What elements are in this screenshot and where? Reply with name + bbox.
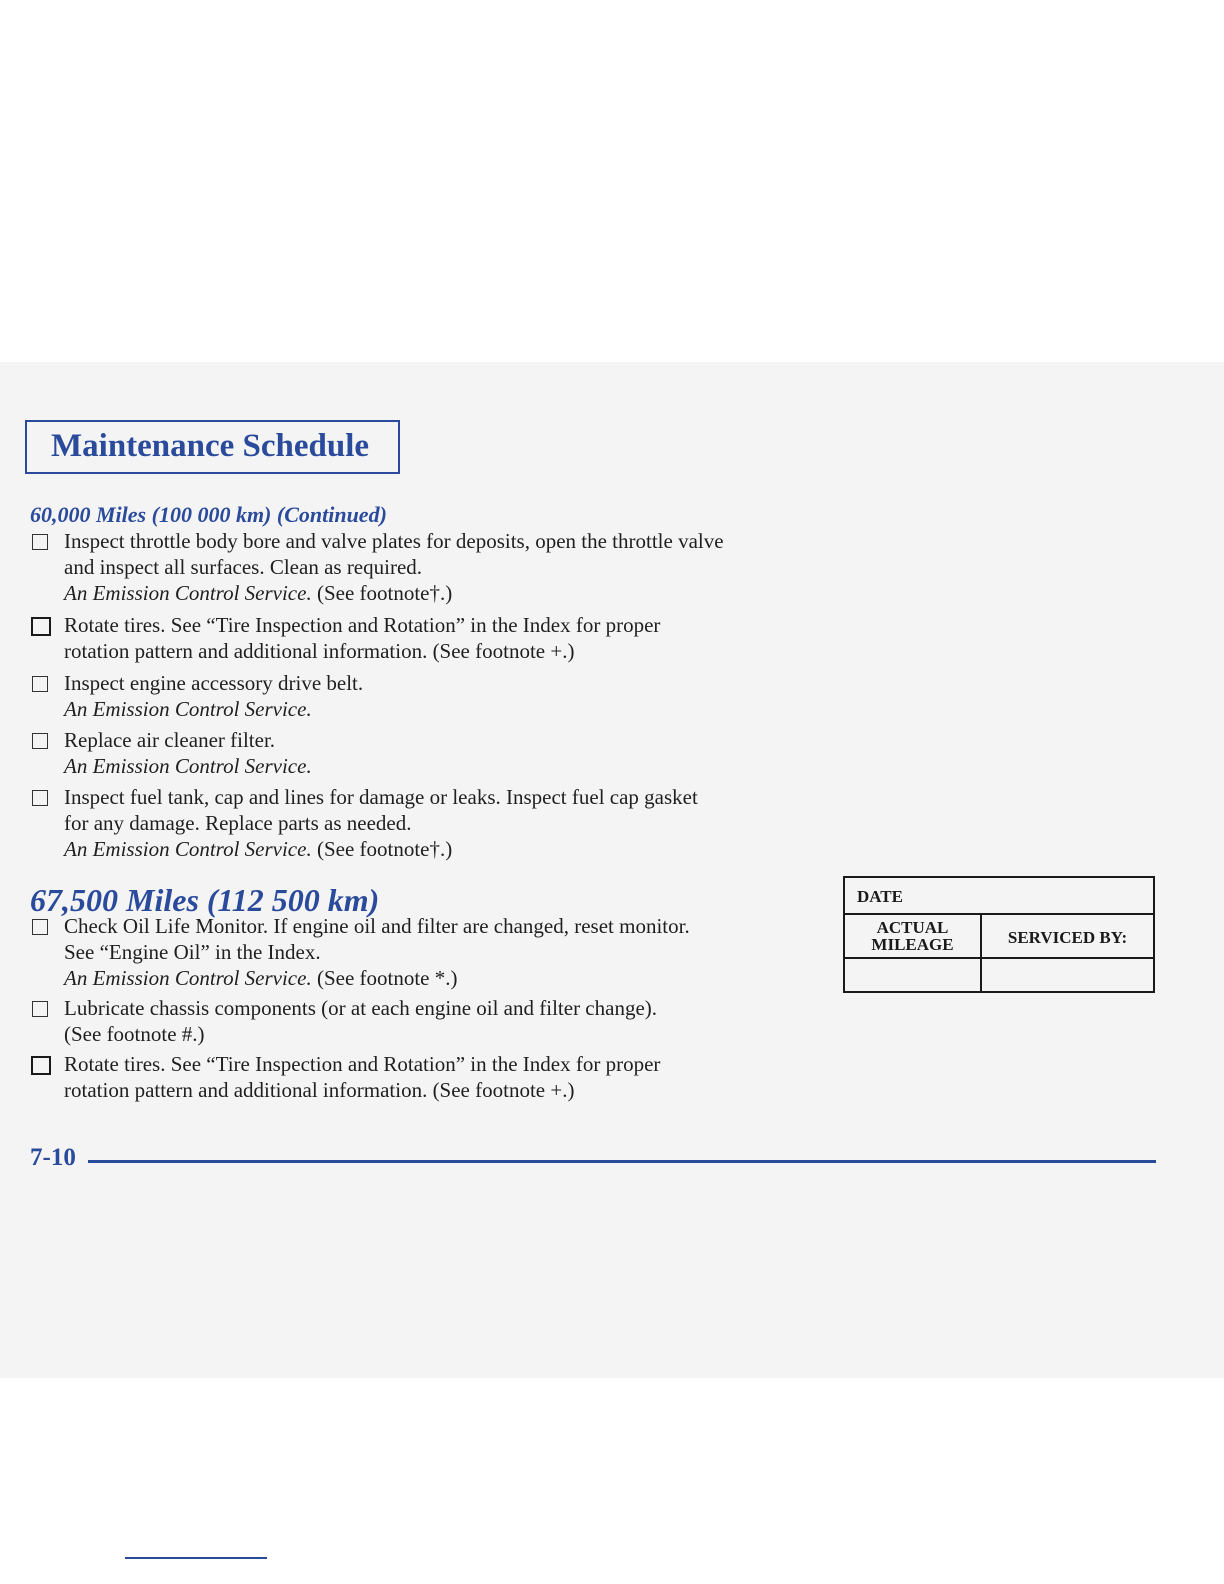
item-text-line: rotation pattern and additional information. (See footnote +.) (64, 639, 575, 663)
checkbox-icon[interactable] (32, 919, 48, 935)
checkbox-icon[interactable] (31, 617, 51, 636)
emission-note: An Emission Control Service. (64, 581, 312, 605)
date-cell[interactable] (845, 878, 1153, 915)
item-text-line: Lubricate chassis components (or at each engine oil and filter change). (64, 996, 658, 1020)
checklist-item (30, 995, 830, 1047)
page-number: 7-10 (30, 1144, 76, 1171)
emission-note: An Emission Control Service. (64, 754, 312, 778)
checklist-item (30, 670, 830, 722)
checklist-item (30, 1051, 830, 1103)
emission-note: An Emission Control Service. (64, 697, 312, 721)
checkbox-icon[interactable] (32, 733, 48, 749)
actual-mileage-header (845, 915, 982, 959)
checklist-item (30, 727, 830, 779)
serviced-by-label: SERVICED BY: (1007, 928, 1128, 947)
checklist-item (30, 784, 830, 862)
checkbox-icon[interactable] (32, 676, 48, 692)
item-text-line: for any damage. Replace parts as needed. (64, 811, 412, 835)
mileage-label-line1: ACTUAL (876, 918, 949, 937)
item-text-line: See “Engine Oil” in the Index. (64, 940, 321, 964)
item-text-line: Inspect fuel tank, cap and lines for damage or leaks. Inspect fuel cap gasket (64, 785, 698, 809)
title-box (25, 420, 400, 474)
date-label: DATE (857, 887, 903, 906)
item-text-line: Inspect engine accessory drive belt. (64, 671, 364, 695)
item-text-line: Rotate tires. See “Tire Inspection and Rotation” in the Index for proper (64, 1052, 661, 1076)
checkbox-icon[interactable] (31, 1056, 51, 1075)
item-text-line: Check Oil Life Monitor. If engine oil and filter are changed, reset monitor. (64, 914, 690, 938)
bottom-rule (125, 1557, 267, 1559)
section-heading-67500: 67,500 Miles (112 500 km) (30, 882, 380, 918)
mileage-label-line2: MILEAGE (871, 935, 954, 954)
item-text-line: (See footnote #.) (64, 1022, 205, 1046)
section-heading-60000: 60,000 Miles (100 000 km) (Continued) (30, 502, 387, 527)
item-text-line: Rotate tires. See “Tire Inspection and Rotation” in the Index for proper (64, 613, 661, 637)
serviced-by-header (982, 915, 1153, 959)
footnote-ref: (See footnote†.) (311, 581, 453, 605)
emission-note: An Emission Control Service. (64, 966, 312, 990)
checkbox-icon[interactable] (32, 1001, 48, 1017)
service-record-table (843, 876, 1155, 993)
footnote-ref: (See footnote†.) (311, 837, 453, 861)
mileage-entry-cell[interactable] (845, 959, 982, 991)
item-text-line: rotation pattern and additional information. (See footnote +.) (64, 1078, 575, 1102)
footer-rule (88, 1160, 1156, 1163)
checklist-item (30, 528, 830, 606)
checklist-item (30, 612, 830, 664)
item-text-line: Inspect throttle body bore and valve plates for deposits, open the throttle valve (64, 529, 724, 553)
page-title: Maintenance Schedule (51, 428, 370, 464)
checkbox-icon[interactable] (32, 534, 48, 550)
item-text-line: Replace air cleaner filter. (64, 728, 276, 752)
checkbox-icon[interactable] (32, 790, 48, 806)
serviced-by-entry-cell[interactable] (982, 959, 1153, 991)
emission-note: An Emission Control Service. (64, 837, 312, 861)
footnote-ref: (See footnote *.) (311, 966, 458, 990)
checklist-item (30, 913, 830, 991)
item-text-line: and inspect all surfaces. Clean as required. (64, 555, 423, 579)
